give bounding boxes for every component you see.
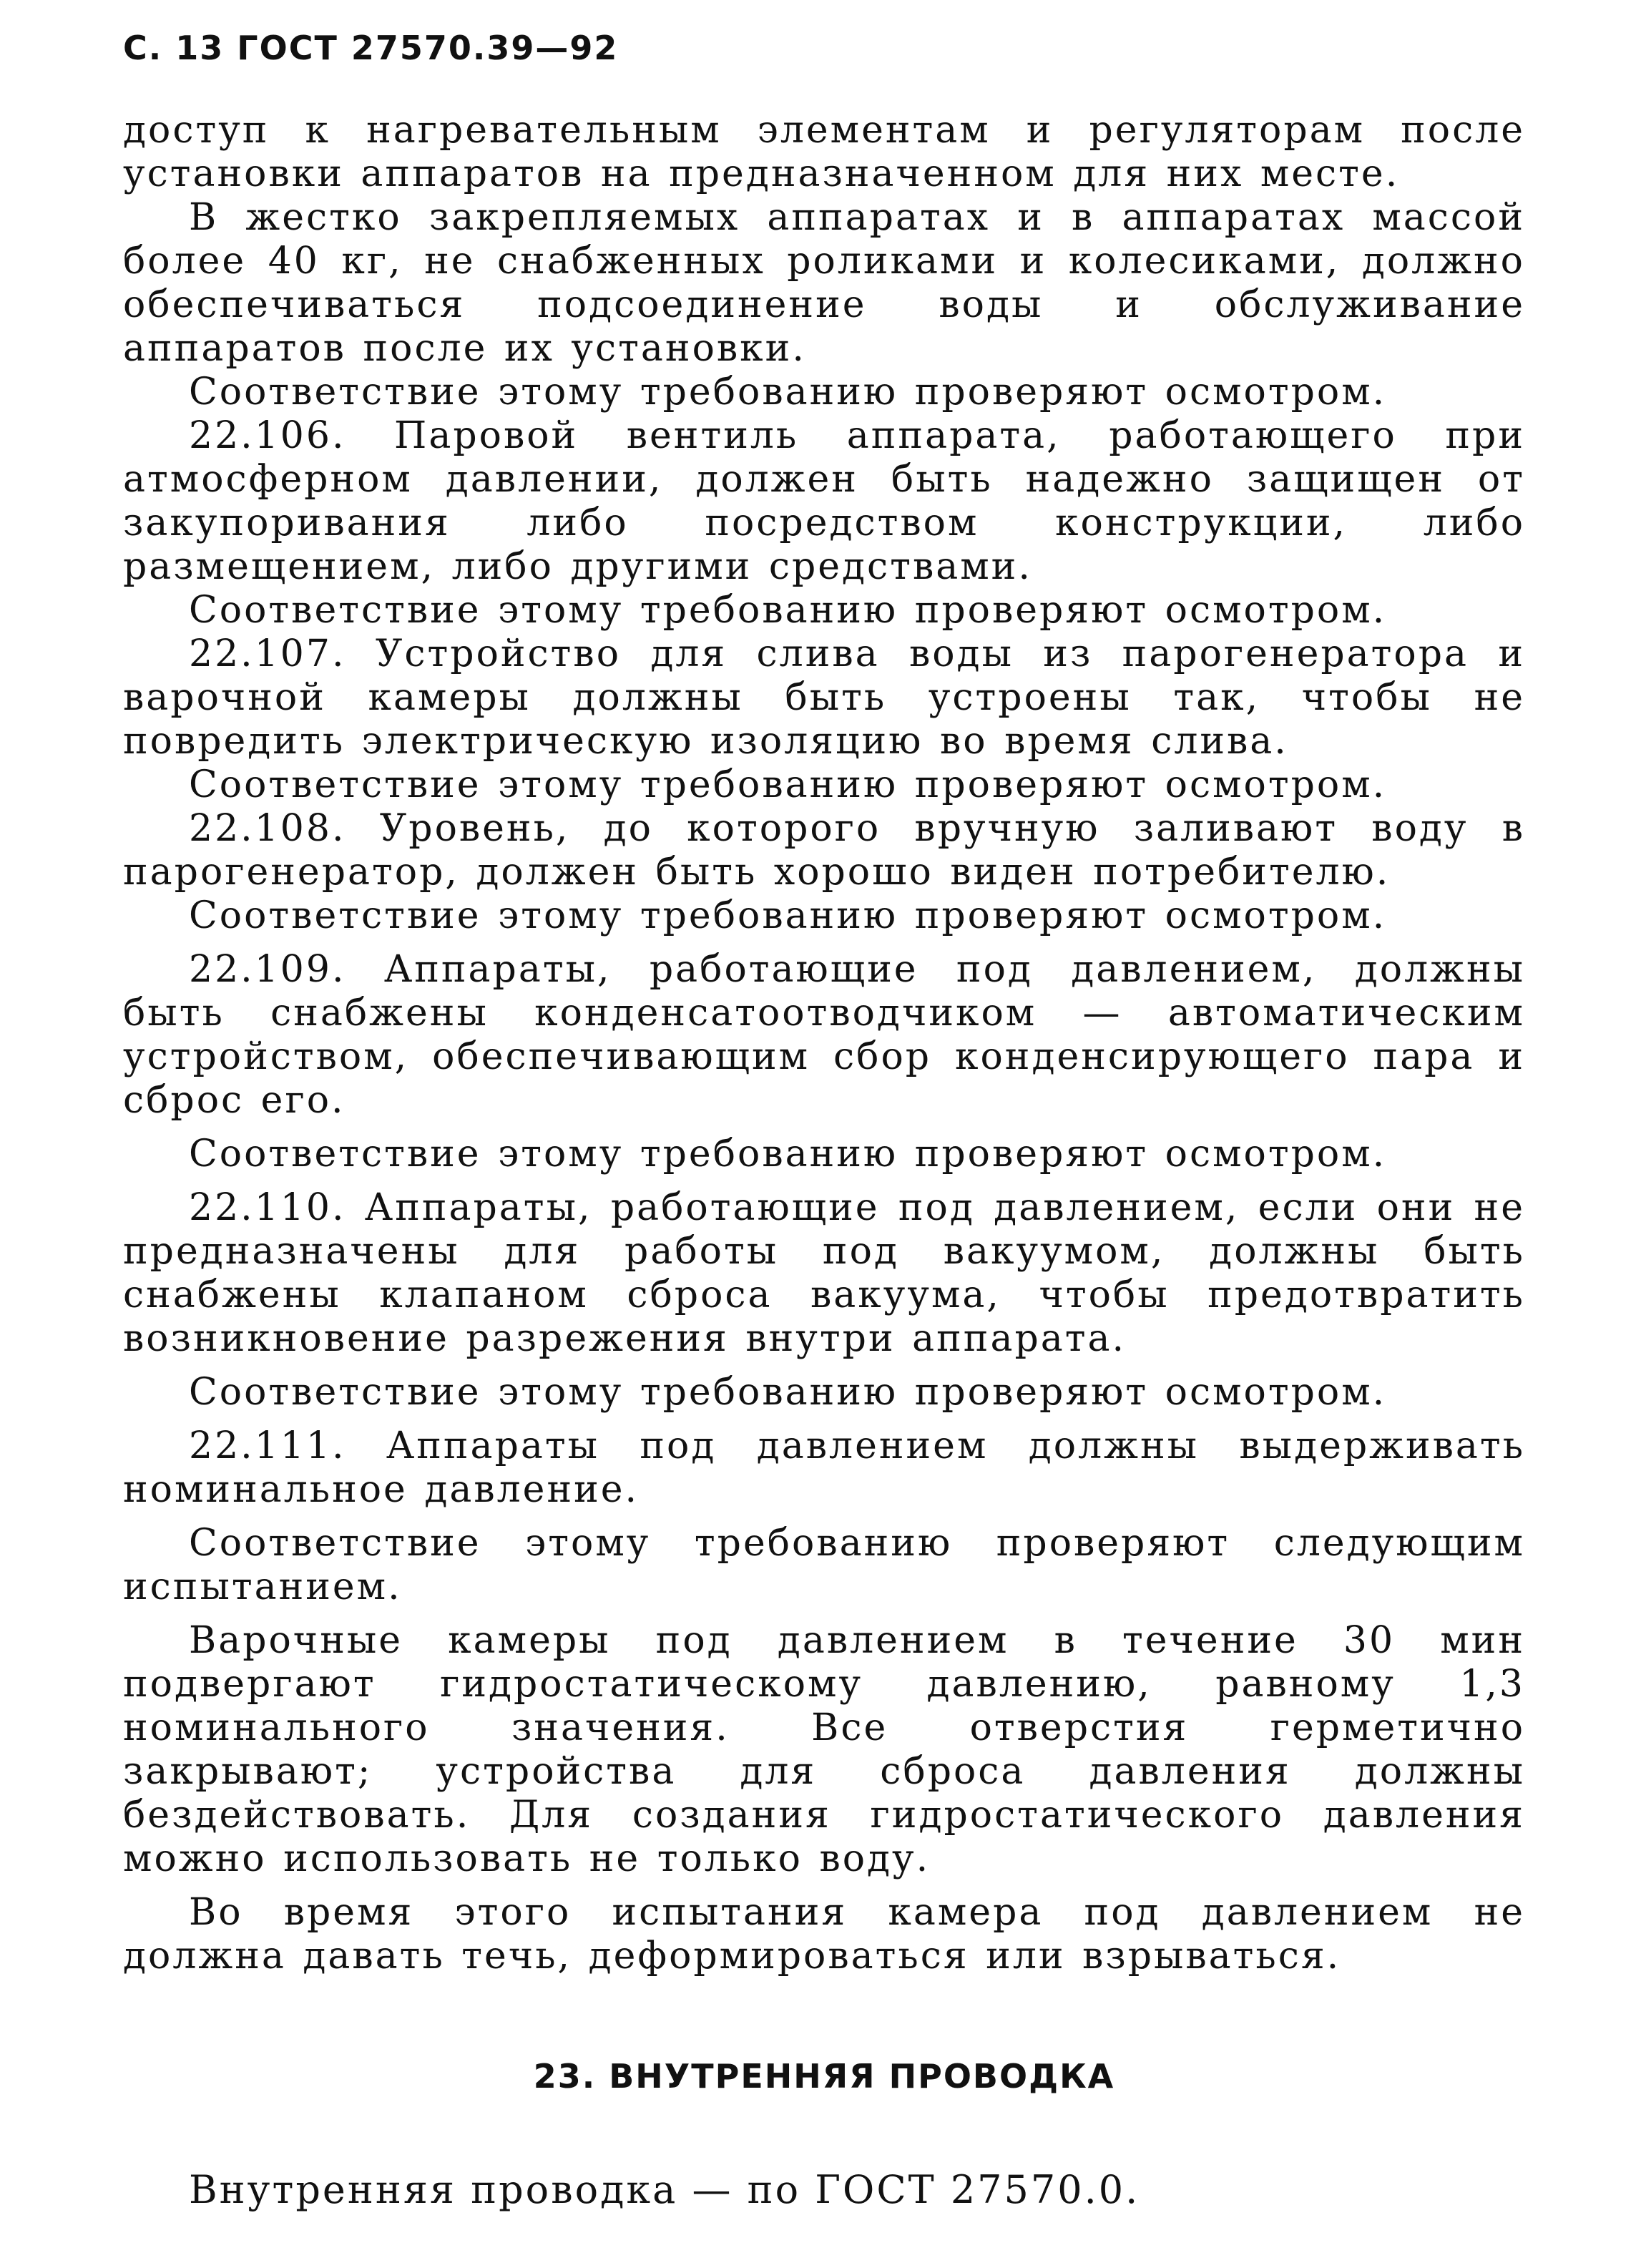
- paragraph: 22.109. Аппараты, работающие под давлением, должны быть снабжены конденсатоотводчиком — автоматическим устройством, обеспечивающим сбор конденсирующего пара и сброс его.: [123, 948, 1525, 1122]
- paragraph: 22.107. Устройство для слива воды из парогенератора и варочной камеры должны быть устроены так, чтобы не повредить электрическую изоляцию во время слива.: [123, 632, 1525, 763]
- paragraph: Соответствие этому требованию проверяют осмотром.: [189, 1371, 1387, 1414]
- paragraph: доступ к нагревательным элементам и регуляторам после установки аппаратов на предназначенном для них месте.: [123, 109, 1525, 195]
- paragraph: Соответствие этому требованию проверяют осмотром.: [189, 763, 1387, 806]
- paragraph: В жестко закрепляемых аппаратах и в аппаратах массой более 40 кг, не снабженных роликами и колесиками, должно обеспечиваться подсоединение воды и обслуживание аппаратов после их установки.: [123, 196, 1525, 370]
- section-text: Внутренняя проводка — по ГОСТ 27570.0.: [189, 2167, 1140, 2212]
- document-body: [123, 109, 1525, 1978]
- section-title: 23. ВНУТРЕННЯЯ ПРОВОДКА: [533, 2057, 1115, 2096]
- paragraph: 22.110. Аппараты, работающие под давлением, если они не предназначены для работы под вакуумом, должны быть снабжены клапаном сброса вакуума, чтобы предотвратить возникновение разрежения внутри аппарата.: [123, 1186, 1525, 1360]
- paragraph: Соответствие этому требованию проверяют осмотром.: [189, 1133, 1387, 1175]
- paragraph: Соответствие этому требованию проверяют следующим испытанием.: [123, 1522, 1525, 1608]
- paragraph: Соответствие этому требованию проверяют осмотром.: [189, 371, 1387, 414]
- paragraph: 22.108. Уровень, до которого вручную заливают воду в парогенератор, должен быть хорошо виден потребителю.: [123, 807, 1525, 894]
- paragraph: 22.106. Паровой вентиль аппарата, работающего при атмосферном давлении, должен быть надежно защищен от закупоривания либо посредством конструкции, либо размещением, либо другими средствами.: [123, 414, 1525, 588]
- paragraph: Соответствие этому требованию проверяют осмотром.: [189, 589, 1387, 632]
- paragraph: Соответствие этому требованию проверяют осмотром.: [189, 894, 1387, 937]
- paragraph: 22.111. Аппараты под давлением должны выдерживать номинальное давление.: [123, 1424, 1525, 1511]
- paragraph: Варочные камеры под давлением в течение 30 мин подвергают гидростатическому давлению, равному 1,3 номинального значения. Все отверстия герметично закрывают; устройства для сброса давления должны бездействовать. Для создания гидростатического давления можно использовать не только воду.: [123, 1619, 1525, 1880]
- paragraph: Во время этого испытания камера под давлением не должна давать течь, деформироваться или взрываться.: [123, 1891, 1525, 1978]
- document-page: [123, 29, 1525, 2212]
- page-header: С. 13 ГОСТ 27570.39—92: [123, 29, 619, 67]
